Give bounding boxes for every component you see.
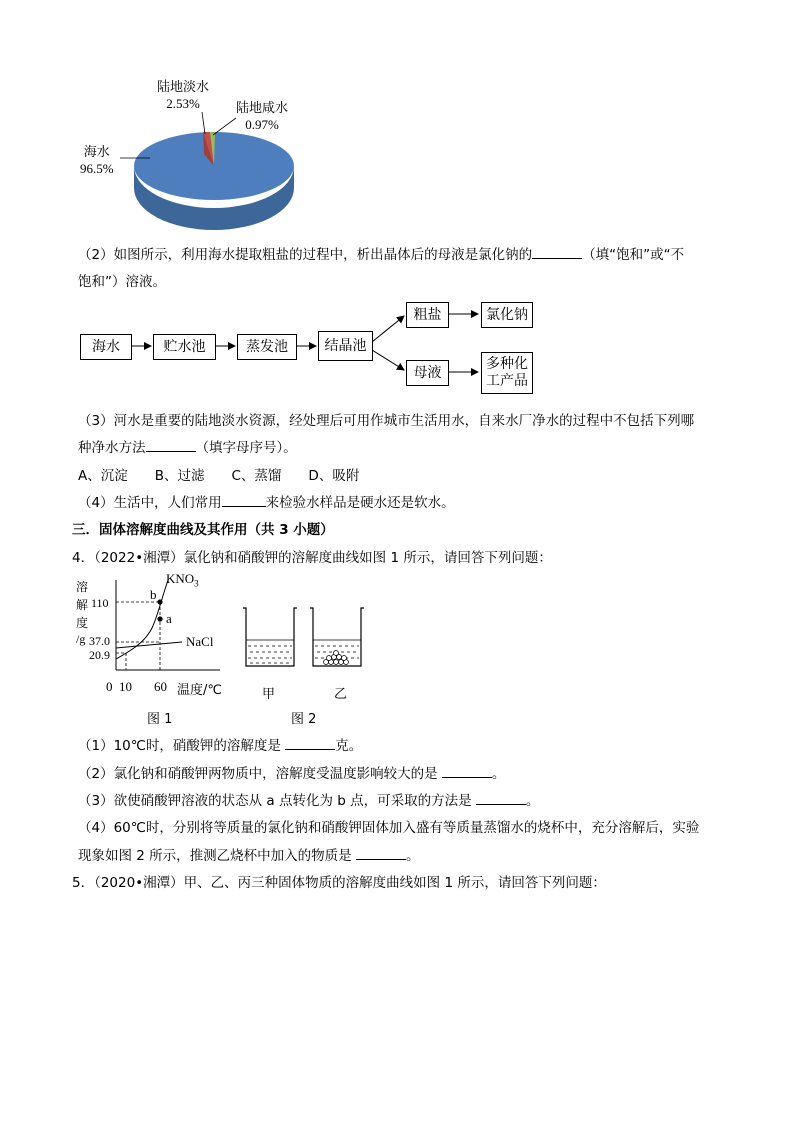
p4-q3-text: （3）欲使硝酸钾溶液的状态从 a 点转化为 b 点，可采取的方法是: [78, 793, 476, 809]
p4-q1-text: （1）10℃时，硝酸钾的溶解度是: [78, 738, 286, 754]
kno3-label-main: KNO: [166, 571, 195, 586]
undissolved-crystals: [324, 651, 349, 665]
p4-q2-answer-blank[interactable]: [442, 764, 492, 779]
q4a-text-after: 来检验水样品是硬水还是软水。: [265, 495, 455, 511]
figure2-caption: 图 2: [291, 712, 317, 727]
ylabel-char-4: /g: [76, 632, 86, 646]
beaker-yi-label: 乙: [334, 687, 348, 702]
flow-crystallization-label: 结晶池: [324, 337, 367, 354]
flow-mother-liquor-label: 母液: [413, 364, 442, 381]
section3-title: [72, 518, 334, 538]
figure1-caption: 图 1: [147, 712, 173, 727]
q4a-answer-blank[interactable]: [222, 493, 266, 508]
q3-line2: [78, 436, 297, 456]
xtick-60: 60: [154, 679, 167, 694]
point-a-dot: [157, 616, 162, 621]
seawater-name: 海水: [83, 145, 110, 160]
pie-label-freshwater: [157, 80, 209, 112]
q3-options: [78, 464, 359, 484]
kno3-label-sub: 3: [194, 578, 199, 589]
q2-text-line2: 饱和”）溶液。: [78, 274, 166, 290]
p4-intro-text: 4．（2022•湘潭）氯化钠和硝酸钾的溶解度曲线如图 1 所示，请回答下列问题：: [72, 550, 552, 566]
beaker-jia-label: 甲: [262, 687, 276, 702]
p4-q4-text: （4）60℃时，分别将等质量的氯化钠和硝酸钾固体加入盛有等质量蒸馏水的烧杯中，充分溶解后，实验: [78, 820, 700, 836]
q3-text-line2: 种净水方法: [78, 440, 146, 456]
ytick-110: 110: [91, 596, 109, 610]
pie-leader-lines: [0, 0, 400, 240]
p4-q4-text-line2: 现象如图 2 所示，推测乙烧杯中加入的物质是: [78, 848, 356, 864]
ylabel-char-1: 溶: [76, 580, 89, 594]
q2-text: （2）如图所示，利用海水提取粗盐的过程中，析出晶体后的母液是氯化钠的: [78, 247, 533, 263]
flow-box-chemicals: [481, 352, 533, 394]
p4-q3: [78, 789, 539, 809]
p4-q1-text-after: 克。: [335, 738, 363, 754]
freshwater-name: 陆地淡水: [157, 80, 210, 95]
flow-storage-label: 贮水池: [163, 338, 206, 355]
p4-intro: [72, 546, 552, 566]
p4-q2-text-after: 。: [491, 766, 506, 782]
beakers-svg: [236, 600, 376, 680]
q3-answer-blank[interactable]: [146, 438, 196, 453]
ytick-37: 37.0: [89, 634, 110, 648]
q2-answer-blank[interactable]: [532, 245, 582, 260]
p5-intro-text: 5．（2020•湘潭）甲、乙、丙三种固体物质的溶解度曲线如图 1 所示，请回答下列问题：: [72, 875, 606, 891]
seawater-pct: 96.5%: [80, 161, 114, 176]
flow-box-sodium-chloride: [481, 302, 533, 328]
q3-text: （3）河水是重要的陆地淡水资源，经处理后可用作城市生活用水，自来水厂净水的过程中不包括下列哪: [78, 413, 695, 429]
p4-q2-text: （2）氯化钠和硝酸钾两物质中，溶解度受温度影响较大的是: [78, 766, 442, 782]
flow-box-crystallization: [318, 331, 373, 361]
xtick-0: 0: [106, 679, 113, 694]
flow-box-evaporation: [237, 334, 297, 360]
p4-q2: [78, 762, 505, 782]
p4-q3-text-after: 。: [525, 793, 540, 809]
point-b-label: b: [150, 587, 157, 602]
p4-q3-answer-blank[interactable]: [476, 791, 526, 806]
pie-label-seawater: [80, 145, 114, 177]
q3-options-text: A、沉淀 B、过滤 C、蒸馏 D、吸附: [78, 468, 360, 484]
beaker-yi: [310, 608, 364, 666]
flow-crude-salt-label: 粗盐: [413, 306, 442, 323]
flow-box-seawater: [80, 334, 132, 360]
ylabel-char-2: 解: [76, 598, 89, 612]
q3-text-after: （填字母序号）。: [195, 440, 297, 456]
flow-chemicals-line2: 工产品: [486, 373, 528, 389]
q4a-line: [78, 491, 455, 511]
q2-line1: [78, 243, 684, 263]
pie-label-saltwater: [236, 101, 288, 133]
flow-sodium-chloride-label: 氯化钠: [486, 306, 528, 323]
xlabel: 温度/℃: [177, 683, 222, 698]
section3-title-text: 三．固体溶解度曲线及其作用（共 3 小题）: [72, 522, 334, 538]
freshwater-pct: 2.53%: [166, 96, 200, 111]
q2-line2: [78, 270, 166, 290]
q3-line1: [78, 409, 694, 429]
xtick-10: 10: [119, 679, 132, 694]
saltwater-name: 陆地咸水: [236, 101, 289, 116]
beaker-jia: [243, 608, 297, 666]
p4-q4-text-after: 。: [405, 848, 420, 864]
p4-q4-answer-blank[interactable]: [356, 846, 406, 861]
flow-evaporation-label: 蒸发池: [246, 338, 288, 355]
point-b-dot: [157, 599, 162, 604]
flow-chemicals-line1: 多种化: [486, 356, 528, 372]
point-a-label: a: [166, 611, 172, 626]
nacl-curve: [116, 642, 182, 648]
flow-box-crude-salt: [406, 302, 449, 328]
p4-q4-line2: [78, 844, 419, 864]
nacl-label: NaCl: [186, 634, 214, 649]
p4-q1-answer-blank[interactable]: [285, 736, 335, 751]
q4a-text: （4）生活中，人们常用: [78, 495, 222, 511]
flow-seawater-label: 海水: [92, 338, 120, 355]
ytick-20-9: 20.9: [89, 648, 110, 662]
saltwater-pct: 0.97%: [245, 117, 279, 132]
p4-q4-line1: [78, 816, 699, 836]
ylabel-char-3: 度: [76, 616, 89, 630]
p5-intro: [72, 871, 606, 891]
flow-box-mother-liquor: [406, 360, 449, 386]
kno3-label: [166, 571, 199, 589]
q2-text-after: （填“饱和”或“不: [582, 247, 685, 263]
p4-q1: [78, 734, 362, 754]
flow-box-storage: [153, 334, 216, 360]
